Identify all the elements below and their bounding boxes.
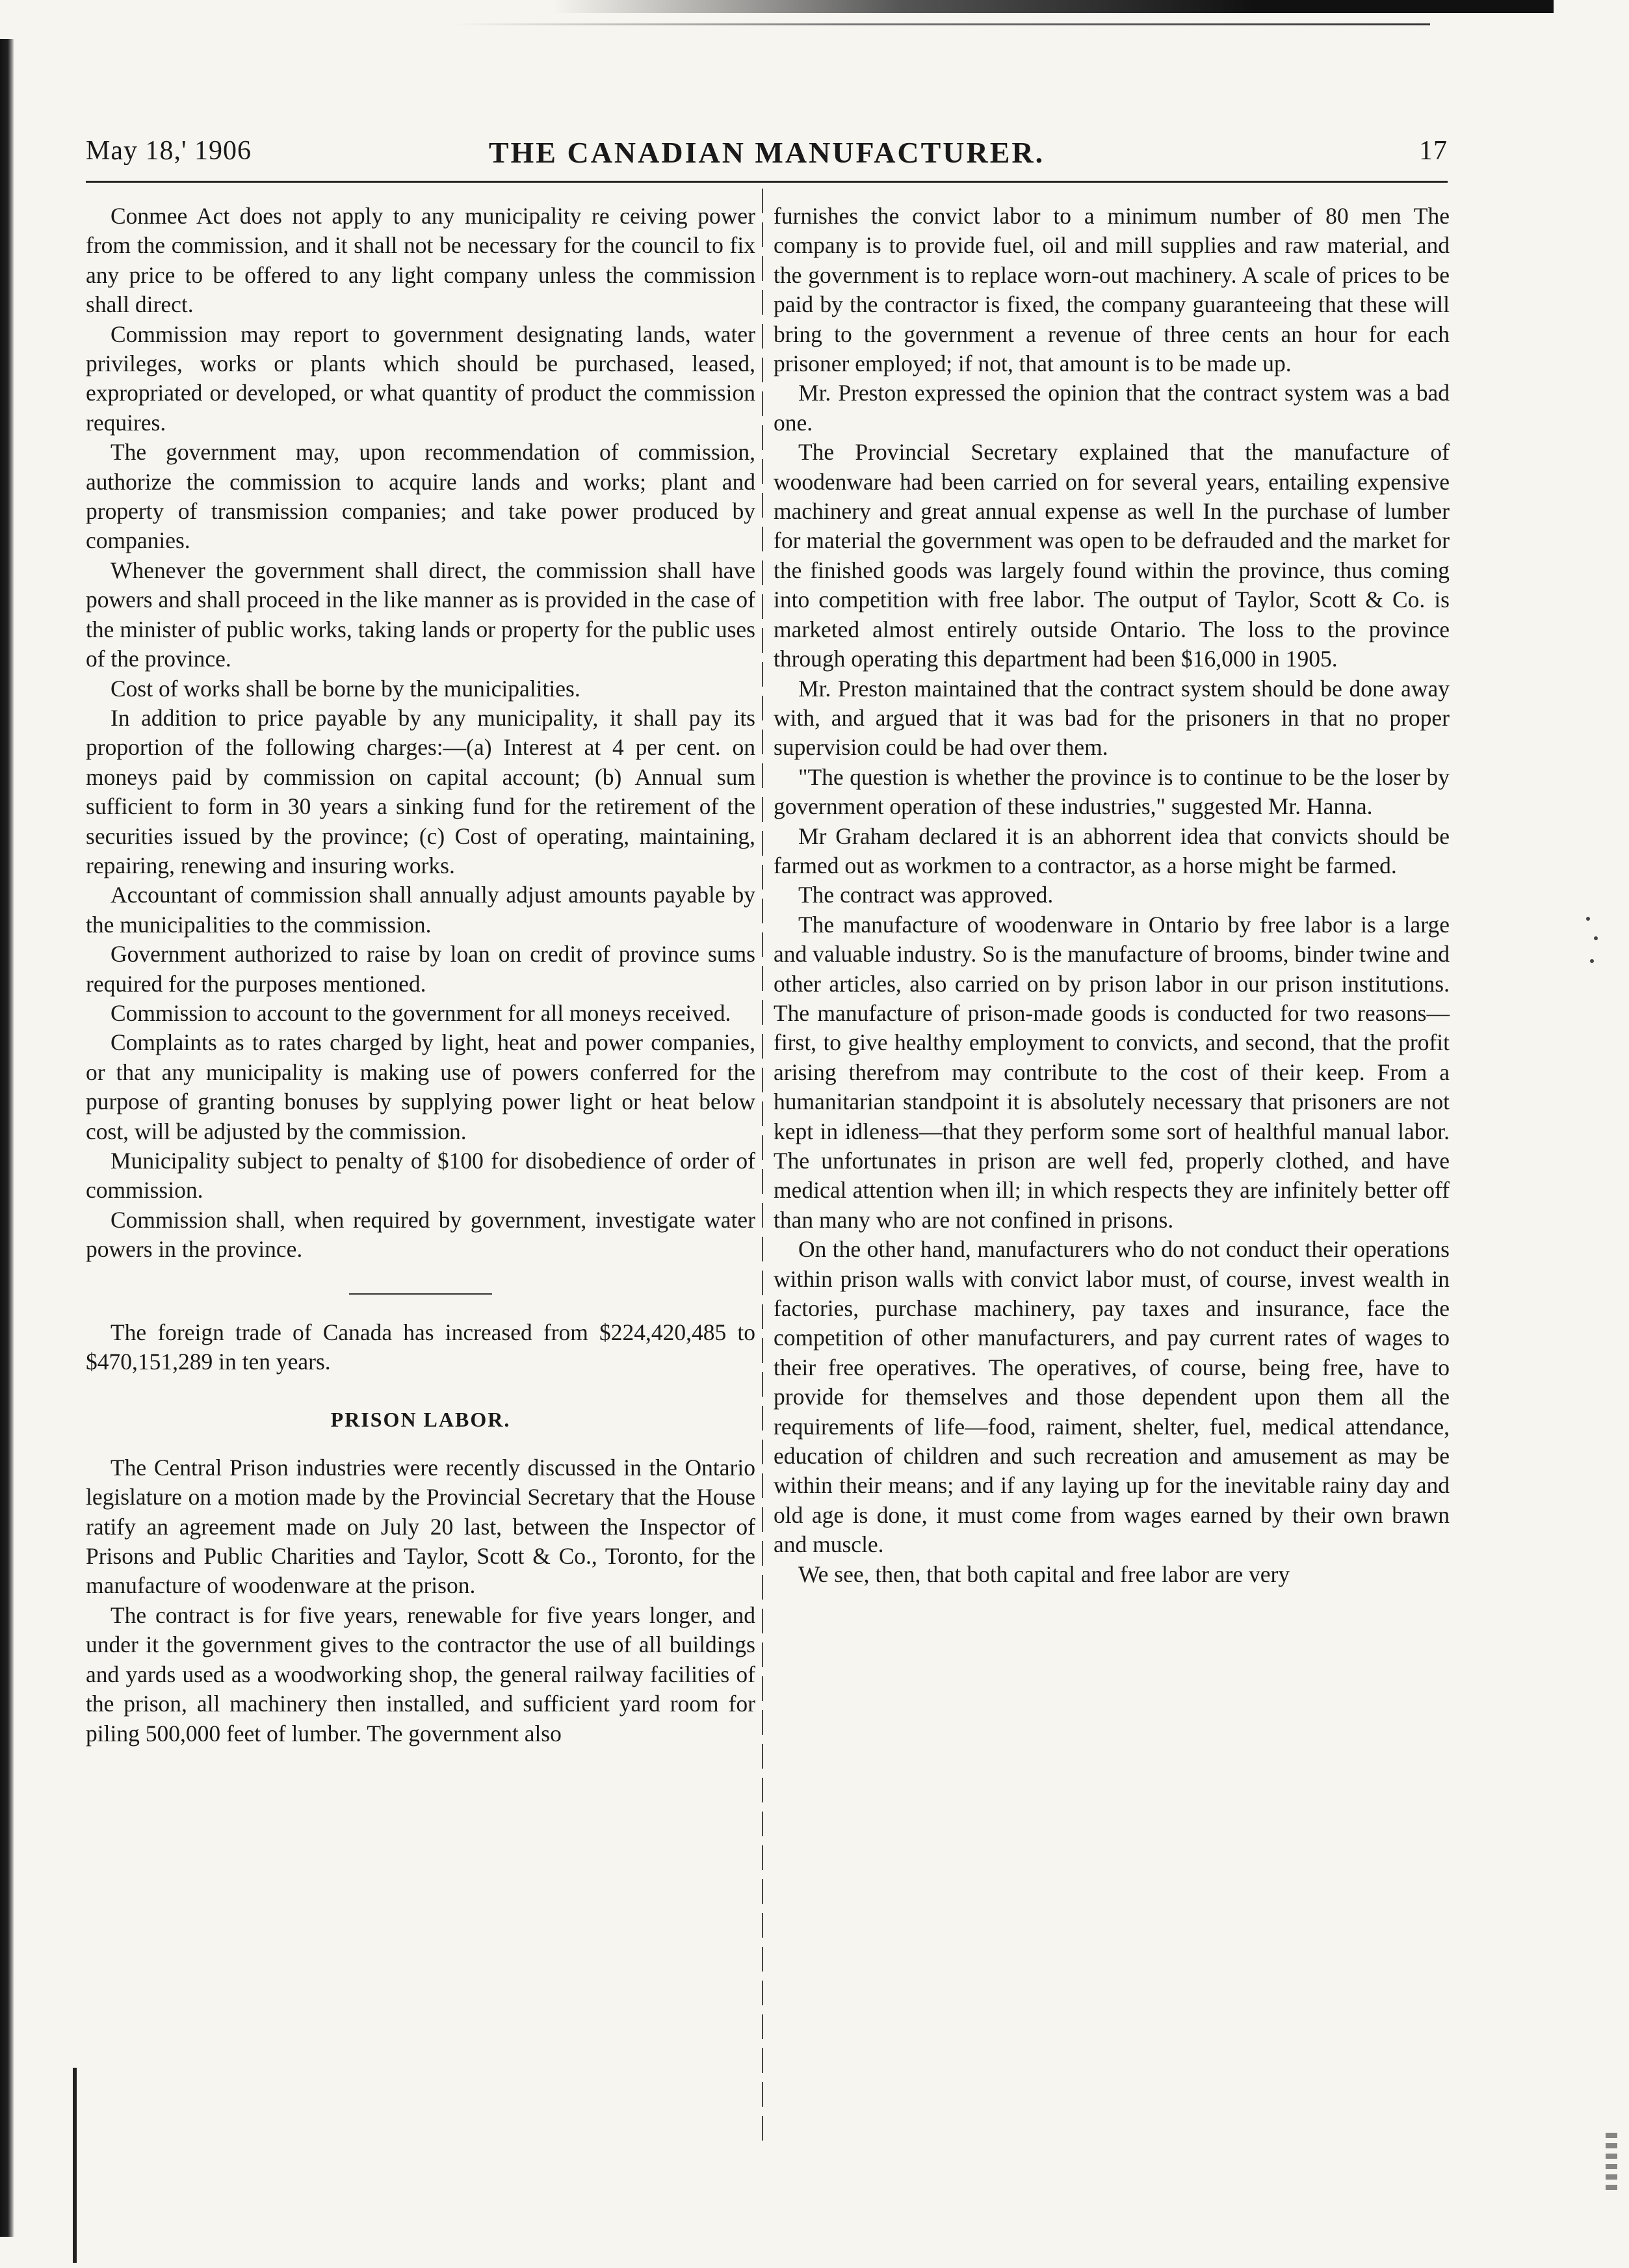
- paragraph: Cost of works shall be borne by the municipalities.: [111, 675, 580, 702]
- paragraph: "The question is whether the province is to continue to be the loser by government operation of these industries," suggested Mr. Hanna.: [774, 763, 1450, 820]
- column-divider: [762, 189, 763, 2146]
- paragraph: Conmee Act does not apply to any municipality re ceiving power from the commission, and it shall not be necessary for the council to fix any price to be offered to any light company unless the commission shall direct.: [86, 203, 755, 318]
- section-separator: [349, 1293, 492, 1295]
- paragraph: Mr Graham declared it is an abhorrent idea that convicts should be farmed out as workmen to a contractor, as a horse might be farmed.: [774, 823, 1450, 878]
- margin-speck: [1586, 917, 1590, 921]
- paragraph: Government authorized to raise by loan on credit of province sums required for the purposes mentioned.: [86, 941, 755, 997]
- paragraph: Whenever the government shall direct, the commission shall have powers and shall proceed in the like manner as is provided in the case of the minister of public works, taking lands or property for the public uses of the province.: [86, 557, 755, 672]
- paragraph: On the other hand, manufacturers who do not conduct their operations within prison walls with convict labor must, of course, invest wealth in factories, purchase machinery, pay taxes and insurance, face the competition of other manufacturers, and pay current rates of wages to their free operatives. The operatives, of course, being free, have to provide for themselves and those dependent upon them all the requirements of life—food, raiment, shelter, fuel, medical attendance, education of children and such recreation and amusement as may be within their means; and if any laying up for the inevitable rainy day and old age is done, it must come from wages earned by their own brawn and muscle.: [774, 1236, 1450, 1558]
- paragraph: The Central Prison industries were recently discussed in the Ontario legislature on a motion made by the Provincial Secretary that the House ratify an agreement made on July 20 last, between the Inspector of Prisons and Public Charities and Taylor, Scott & Co., Toronto, for the manufacture of woodenware at the prison.: [86, 1454, 755, 1599]
- margin-speck: [1590, 959, 1594, 963]
- section-heading-prison-labor: PRISON LABOR.: [330, 1408, 511, 1432]
- header-rule: [86, 181, 1448, 183]
- margin-scrawl: [1606, 2133, 1617, 2191]
- paragraph: The government may, upon recommendation of commission, authorize the commission to acquire lands and works; plant and property of transmission companies; and take power produced by companies.: [86, 439, 755, 554]
- paragraph: In addition to price payable by any municipality, it shall pay its proportion of the following charges:—(a) Interest at 4 per cent. on moneys paid by commission on capital account; (b) Annual sum sufficient to form in 30 years a sinking fund for the retirement of the securities issued by the province; (c) Cost of operating, maintaining, repairing, renewing and insuring works.: [86, 704, 755, 878]
- page-number: 17: [1419, 136, 1448, 166]
- top-scan-rule: [553, 0, 1554, 13]
- page-header: [86, 129, 1448, 174]
- paragraph: Mr. Preston expressed the opinion that the contract system was a bad one.: [774, 380, 1450, 436]
- margin-speck: [1594, 936, 1598, 940]
- paragraph: furnishes the convict labor to a minimum number of 80 men The company is to provide fuel, oil and mill supplies and raw material, and the government is to replace worn-out machinery. A scale of prices to be paid by the contractor is fixed, the company guaranteeing that these will bring to the government a revenue of three cents an hour for each prisoner employed; if not, that amount is to be made up.: [774, 203, 1450, 377]
- paragraph: The Provincial Secretary explained that the manufacture of woodenware had been carried on for several years, entailing expensive machinery and great annual expense as well In the purchase of lumber for material the government was open to be defrauded and the market for the finished goods was largely found within the province, thus coming into competition with free labor. The output of Taylor, Scott & Co. is marketed almost entirely outside Ontario. The loss to the province through operating this department had been $16,000 in 1905.: [774, 439, 1450, 672]
- paragraph: Mr. Preston maintained that the contract system should be done away with, and argued that it was bad for the prisoners in that no proper supervision could be had over them.: [774, 675, 1450, 761]
- paragraph: The contract was approved.: [798, 882, 1054, 908]
- left-scan-edge: [0, 39, 14, 2237]
- paragraph: Accountant of commission shall annually adjust amounts payable by the municipalities to the commission.: [86, 882, 755, 938]
- paragraph: Commission may report to government designating lands, water privileges, works or plants which should be purchased, leased, expropriated or developed, or what quantity of product the commission requires.: [86, 321, 755, 436]
- paragraph: We see, then, that both capital and free labor are very: [798, 1561, 1290, 1587]
- publication-title: THE CANADIAN MANUFACTURER.: [488, 136, 1045, 169]
- paragraph: The contract is for five years, renewable for five years longer, and under it the government gives to the contractor the use of all buildings and yards used as a woodworking shop, the general railway facilities of the prison, all machinery then installed, and sufficient yard room for piling 500,000 feet of lumber. The government also: [86, 1602, 755, 1747]
- left-column: [86, 202, 755, 1748]
- paragraph: Complaints as to rates charged by light, heat and power companies, or that any municipality is making use of powers conferred for the purpose of granting bonuses by supplying power light or heat below cost, will be adjusted by the commission.: [86, 1029, 755, 1144]
- paragraph: Municipality subject to penalty of $100 for disobedience of order of commission.: [86, 1148, 755, 1204]
- paragraph: The manufacture of woodenware in Ontario by free labor is a large and valuable industry. So is the manufacture of brooms, binder twine and other articles, also carried on by prison labor in our prison institutions. The manufacture of prison-made goods is conducted for two reasons—first, to give healthy employment to convicts, and second, that the profit arising therefrom may contribute to the cost of their keep. From a humanitarian standpoint it is absolutely necessary that prisoners are not kept in idleness—that they perform some sort of healthful manual labor. The unfortunates in prison are well fed, properly clothed, and have medical attention when ill; in which respects they are infinitely better off than many who are not confined in prisons.: [774, 911, 1450, 1233]
- paragraph: Commission to account to the government for all moneys received.: [111, 999, 731, 1026]
- left-margin-mark: [73, 2068, 77, 2263]
- trade-note: The foreign trade of Canada has increased from $224,420,485 to $470,151,289 in ten years.: [86, 1319, 755, 1375]
- top-thin-rule: [455, 23, 1430, 25]
- right-column: [774, 202, 1450, 1589]
- paragraph: Commission shall, when required by government, investigate water powers in the province.: [86, 1206, 755, 1263]
- issue-date: May 18,' 1906: [86, 136, 252, 166]
